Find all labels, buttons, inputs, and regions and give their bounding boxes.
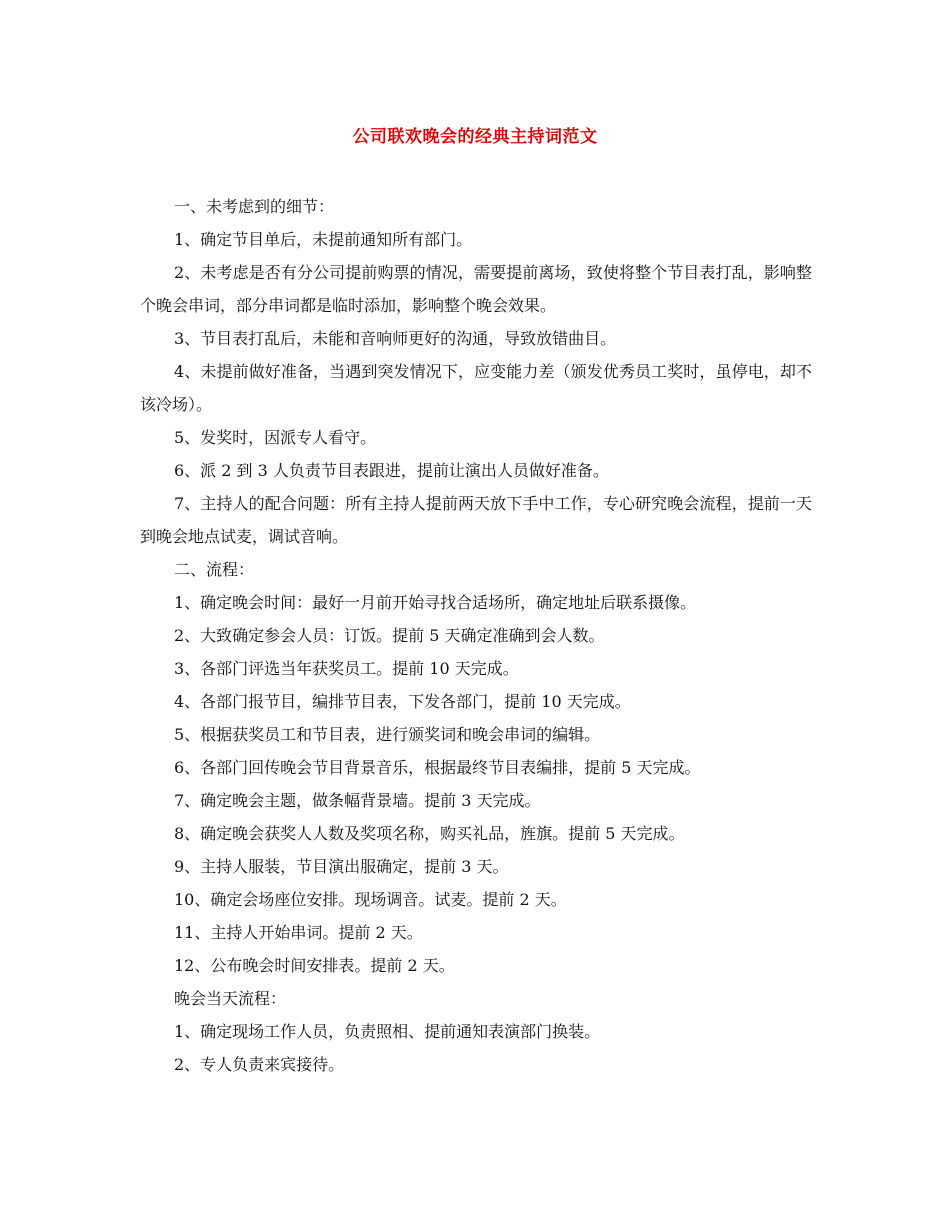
paragraph: 3、节目表打乱后，未能和音响师更好的沟通，导致放错曲目。 [174,329,617,348]
paragraph: 二、流程： [174,560,255,579]
paragraph: 2、专人负责来宾接待。 [174,1055,345,1074]
paragraph: 11、主持人开始串词。提前 2 天。 [174,923,423,942]
paragraph: 2、未考虑是否有分公司提前购票的情况，需要提前离场，致使将整个节目表打乱，影响整个晚会串词，部分串词都是临时添加，影响整个晚会效果。 [140,263,812,315]
paragraph: 6、派 2 到 3 人负责节目表跟进，提前让演出人员做好准备。 [174,461,609,480]
paragraph: 1、确定晚会时间：最好一月前开始寻找合适场所，确定地址后联系摄像。 [174,593,697,612]
document-body [140,190,812,1081]
paragraph: 9、主持人服装，节目演出服确定，提前 3 天。 [174,857,509,876]
document-title: 公司联欢晚会的经典主持词范文 [352,127,598,147]
paragraph: 1、确定现场工作人员，负责照相、提前通知表演部门换装。 [174,1022,601,1041]
paragraph: 晚会当天流程： [174,989,287,1008]
paragraph: 6、各部门回传晚会节目背景音乐，根据最终节目表编排，提前 5 天完成。 [174,758,701,777]
paragraph: 12、公布晚会时间安排表。提前 2 天。 [174,956,455,975]
paragraph: 1、确定节目单后，未提前通知所有部门。 [174,230,473,249]
paragraph: 4、各部门报节目，编排节目表，下发各部门，提前 10 天完成。 [174,692,631,711]
paragraph: 8、确定晚会获奖人人数及奖项名称，购买礼品，旌旗。提前 5 天完成。 [174,824,685,843]
paragraph: 一、未考虑到的细节： [174,197,335,216]
paragraph: 7、确定晚会主题，做条幅背景墙。提前 3 天完成。 [174,791,541,810]
paragraph: 10、确定会场座位安排。现场调音。试麦。提前 2 天。 [174,890,567,909]
paragraph: 7、主持人的配合问题：所有主持人提前两天放下手中工作，专心研究晚会流程，提前一天到晚会地点试麦，调试音响。 [140,494,812,546]
paragraph: 5、发奖时，因派专人看守。 [174,428,377,447]
paragraph: 2、大致确定参会人员：订饭。提前 5 天确定准确到会人数。 [174,626,605,645]
paragraph: 4、未提前做好准备，当遇到突发情况下，应变能力差（颁发优秀员工奖时，虽停电，却不该冷场）。 [140,362,812,414]
paragraph: 5、根据获奖员工和节目表，进行颁奖词和晚会串词的编辑。 [174,725,601,744]
paragraph: 3、各部门评选当年获奖员工。提前 10 天完成。 [174,659,519,678]
